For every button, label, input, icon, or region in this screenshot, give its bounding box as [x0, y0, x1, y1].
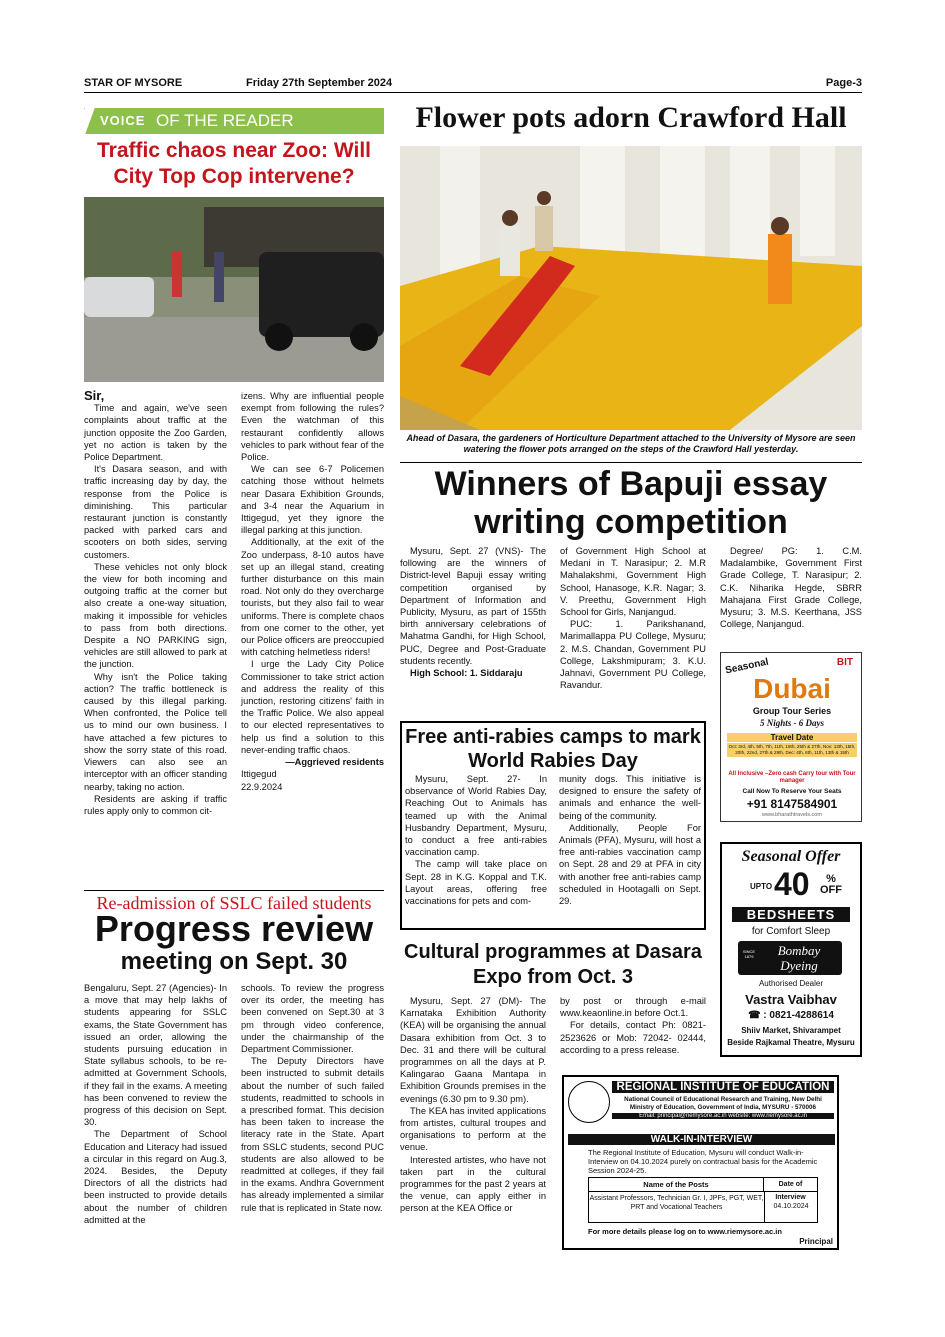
rabies-headline: Free anti-rabies camps to mark World Rabies Day	[405, 726, 701, 772]
rabies-para: Additionally, People For Animals (PFA), Mysuru, will host a free anti-rabies vaccination camp on Sept. 28 and 29 at PFA in city with another free anti-rabies camp scheduled in Hootagalli on Sept. 29.	[559, 822, 701, 907]
dubai-travel-label: Travel Date	[727, 733, 857, 742]
voice-para: Why isn't the Police taking action? The traffic bottleneck is caused by this illegal parking. When confronted, the Police tell us to mind our own business. I have attached a few pictures to show the sorry state of this road. Viewers can also see an interceptor with an officer standing nearby, taking no action.	[84, 671, 227, 792]
bombay-offer: Seasonal Offer	[741, 848, 841, 865]
rie-line3: Email: principal@riemysore.ac.in website: www.riemysore.ac.in	[612, 1113, 834, 1119]
page-number: Page-3	[825, 77, 862, 89]
cultural-col1	[400, 995, 546, 1215]
paper-name: STAR OF MYSORE	[84, 77, 183, 89]
voice-col1	[84, 390, 227, 817]
voice-para: These vehicles not only block the view for both incoming and outgoing traffic at the corner but also create a one-way situation, making it impossible for vehicles to pass from both directions. Despite a NO PARKING sign, vehicles are still allowed to park at the junction.	[84, 561, 227, 670]
voice-para: Residents are asking if traffic rules apply only to common cit-	[84, 793, 227, 816]
bombay-percent: 40	[774, 866, 810, 902]
dubai-website: www.bharathtravels.com	[762, 812, 822, 818]
bapuji-para: Mysuru, Sept. 27 (VNS)- The following are the winners of District-level Bapuji essay writing competition organised by Department of Information and Publicity, Mysuru, as part of 155th birth anniversary celebrations of Mahatma Gandhi, for High School, PUC, Degree and Post-Graduate students recently.	[400, 546, 546, 666]
rabies-para: Mysuru, Sept. 27- In observance of World Rabies Day, Reaching Out to Animals has teamed up with the Animal Husbandry Department, Mysuru, to conduct a free anti-rabies vaccination camp.	[405, 774, 547, 858]
voice-col2	[241, 390, 384, 793]
rie-more: For more details please log on to www.riemysore.ac.in	[588, 1227, 782, 1236]
dubai-call: Call Now To Reserve Your Seats	[742, 788, 842, 795]
sslc-para: schools. To review the progress over its order, the meeting has been convened on Sept.30 at 3 pm through video conference, under the chairmanship of the Department Commissioner.	[241, 983, 384, 1055]
traffic-photo-image	[84, 197, 384, 382]
rie-title: REGIONAL INSTITUTE OF EDUCATION	[612, 1081, 834, 1093]
voice-para: It's Dasara season, and with traffic increasing day by day, the response from the Police is diminishing. This particular restaurant junction is constantly packed with parked cars and scooters on both sides, serving customers.	[84, 464, 227, 560]
bombay-brand: Bombay Dyeing	[777, 943, 821, 973]
dubai-inclusive: All Inclusive –Zero cash Carry tour with Tour manager	[728, 771, 856, 784]
voice-tag: VOICE	[100, 113, 146, 128]
masthead	[84, 77, 862, 93]
rie-td-posts: Assistant Professors, Technician Gr. I, JPFs, PGT, WET, PRT and Vocational Teachers	[589, 1195, 764, 1211]
rie-walkin: WALK-IN-INTERVIEW	[568, 1134, 835, 1145]
crawford-photo-image	[400, 146, 862, 430]
rie-body: The Regional Institute of Education, Mysuru will conduct Walk-in-Interview on 04.10.2024 purely on contractual basis for the Academic Session 2024-25.	[588, 1148, 818, 1175]
traffic-photo	[84, 197, 384, 382]
bapuji-para: of Government High School at Medani in T. Narasipur; 2. M.R Mahalakshmi, Government High School, Hanasoge, K.R. Nagar; 3. V. Preethu, Government High School for Girls, Nanjangud.	[560, 546, 706, 618]
rie-signature: Principal	[799, 1237, 833, 1246]
cultural-headline: Cultural programmes at Dasara Expo from Oct. 3	[404, 941, 702, 988]
bombay-since: SINCE 1879	[742, 949, 756, 959]
bapuji-col3	[720, 545, 862, 630]
sslc-subheadline: meeting on Sept. 30	[120, 948, 348, 975]
cultural-col2	[560, 995, 706, 1056]
rie-ad	[562, 1075, 839, 1250]
bapuji-para: High School: 1. Siddaraju	[410, 668, 523, 679]
dubai-dates: Oct: 3rd, 4th, 5th, 7th, 11th, 18th, 25th & 27th, Nov: 13th, 15th, 20th, 22nd, 27th & 29th, Dec: 4th, 6th, 11th, 13th & 15th	[728, 744, 856, 755]
cultural-para: Interested artistes, who have not taken part in the cultural programmes for the past 2 years at the venue, can apply either in person at the KEA Office or	[400, 1154, 546, 1214]
voice-para: We can see 6-7 Policemen catching those without helmets near Dasara Exhibition Grounds, and 3-4 near the Aquarium in Ittigegud, yet they ignore the illegal parking at this junction.	[241, 464, 384, 536]
bombay-dealer: Authorised Dealer	[758, 979, 824, 988]
bapuji-col1	[400, 545, 546, 679]
cultural-para: The KEA has invited applications from artistes, cultural troupes and organisations to perform at the venue.	[400, 1105, 546, 1153]
dubai-brand-logo: BIT	[836, 657, 853, 668]
bombay-shop: Vastra Vaibhav	[745, 992, 837, 1007]
dubai-seasonal: Seasonal	[724, 656, 770, 677]
voice-tag-rest: OF THE READER	[156, 111, 294, 130]
rabies-col2	[559, 773, 701, 907]
sslc-para: The Department of School Education and Literacy had issued a circular in this regard on Aug.3, 2024. Besides, the Deputy Directors of all the districts had been instructed to provide details about the number of children admitted at the	[84, 1129, 227, 1225]
bombay-address-2: Beside Rajkamal Theatre, Mysuru	[727, 1038, 855, 1047]
bombay-address-1: Shiiv Market, Shivarampet	[741, 1026, 841, 1035]
voice-banner	[84, 108, 384, 134]
bombay-upto: UPTO	[750, 882, 773, 891]
sslc-para: The Deputy Directors have been instructed to submit details about the number of such failed students, readmitted to schools in a prescribed format. This decision has been taken to increase the literacy rate in the State. Apart from SSLC students, second PUC students are also allowed to be readmitted at colleges, if they fail in the exams. Andhra Government has already implemented a similar rule that is replicated in State now.	[241, 1056, 384, 1213]
flower-caption: Ahead of Dasara, the gardeners of Horticulture Department attached to the University of Mysore are seen watering the flower pots arranged on the steps of the Crawford Hall yesterday.	[406, 433, 856, 454]
rabies-col1	[405, 773, 547, 907]
voice-para: Additionally, at the exit of the Zoo underpass, 8-10 autos have set up an illegal stand, creating further disturbance on this main road. Not only do they overcharge tourists, but they also fail to wear uniforms. There is complete chaos from one corner to the other, yet our Police officers are preoccupied with catching helmetless riders!	[241, 537, 384, 658]
bombay-off: % OFF	[820, 873, 842, 896]
crawford-photo	[400, 146, 862, 430]
voice-headline: Traffic chaos near Zoo: Will City Top Cop intervene?	[96, 139, 372, 188]
rie-td-date: 04.10.2024	[764, 1192, 817, 1222]
rie-table	[588, 1177, 818, 1223]
cultural-para: For details, contact Ph: 0821-2523626 or Mob: 72042- 02444, according to a press release.	[560, 1020, 706, 1055]
bombay-bedsheets: BEDSHEETS	[732, 907, 850, 922]
sslc-headline: Progress review	[94, 908, 374, 949]
cultural-para: by post or through e-mail www.keaonline.in before Oct.1.	[560, 996, 706, 1019]
rie-line2: Ministry of Education, Government of India, MYSURU - 570006	[629, 1104, 817, 1111]
bapuji-para: PUC: 1. Parikshanand, Marimallappa PU College, Mysuru; 2. M.S. Chandan, Government PU College, Lakshmipuram; 3. K.U. Jahnavi, Government PU College, Ravandur.	[560, 619, 706, 691]
rie-line1: National Council of Educational Research and Training, New Delhi	[624, 1096, 822, 1103]
rabies-para: The camp will take place on Sept. 28 in K.G. Koppal and T.K. Layout areas, offering free vaccinations for pets and com-	[405, 859, 547, 907]
sslc-kicker: Re-admission of SSLC failed students	[84, 890, 384, 914]
bombay-comfort: for Comfort Sleep	[751, 926, 831, 937]
bombay-phone: ☎ : 0821-4288614	[748, 1010, 834, 1021]
bapuji-para: Degree/ PG: 1. C.M. Madalambike, Government First Grade College, T. Narasipur; 2. C.K. Niharika Hegde, SBRR Mahajana First Grade College, Mysuru; 3. M.S. Keerthana, JSS College, Nanjangud.	[720, 546, 862, 630]
dubai-nights: 5 Nights - 6 Days	[759, 718, 824, 728]
voice-signature: —Aggrieved residents	[285, 757, 384, 768]
dubai-title: Dubai	[753, 673, 831, 704]
dubai-ad	[720, 652, 862, 822]
bapuji-headline: Winners of Bapuji essay writing competition	[400, 462, 862, 541]
flower-headline: Flower pots adorn Crawford Hall	[415, 101, 847, 134]
issue-date: Friday 27th September 2024	[246, 77, 393, 89]
dubai-series: Group Tour Series	[752, 706, 832, 716]
sslc-col1	[84, 982, 227, 1226]
ncert-logo-icon	[568, 1081, 610, 1123]
sslc-col2	[241, 982, 384, 1214]
voice-date: 22.9.2024	[241, 781, 283, 792]
bombay-ad	[720, 842, 862, 1057]
dubai-phone: +91 8147584901	[746, 797, 838, 811]
bombay-logo	[738, 941, 842, 975]
voice-para: I urge the Lady City Police Commissioner to take strict action and address the reality of this junction, restoring citizens' faith in the Traffic Police. We also appeal to our elected representatives to help us find a solution to this never-ending traffic chaos.	[241, 659, 384, 755]
cultural-para: Mysuru, Sept. 27 (DM)- The Karnataka Exhibition Authority (KEA) will be organising the annual Dasara exhibition from Oct. 3 to Dec. 31 and there will be cultural programmes on all the days at P. Kalingarao Gaana Mantapa in Exhibition Grounds premises in the evenings (6.30 pm to 9.30 pm).	[400, 996, 546, 1104]
voice-place: Ittigegud	[241, 769, 277, 780]
voice-para: Time and again, we've seen complaints about traffic at the junction opposite the Zoo Garden, yet no action is taken by the Police Department.	[84, 403, 227, 463]
sslc-para: Bengaluru, Sept. 27 (Agencies)- In a move that may help lakhs of students appearing for SSLC exams, the State Government has issued an order, allowing the students pursuing education in State syllabus schools, to be re-admitted at Government Schools, if they fail in the exams. A meeting has been convened to review the progress of this decision on Sept. 30.	[84, 983, 227, 1128]
bapuji-col2	[560, 545, 706, 691]
rie-th-posts: Name of the Posts	[589, 1178, 764, 1192]
rabies-para: munity dogs. This initiative is designed to ensure the safety of animals and enhance the well-being of the community.	[559, 774, 701, 821]
voice-salutation: Sir,	[84, 388, 105, 403]
voice-para: izens. Why are influential people exempt from following the rules? Even the watchman of this restaurant confidently allows vehicles to park without fear of the Police.	[241, 391, 384, 463]
rie-th-date: Date of Interview	[764, 1178, 817, 1192]
